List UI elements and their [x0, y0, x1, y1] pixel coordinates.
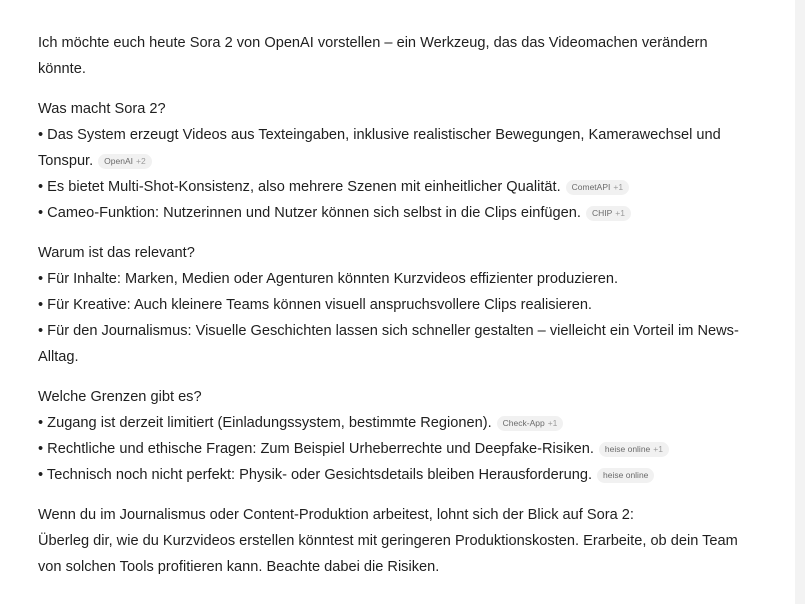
bullet-text: • Cameo-Funktion: Nutzerinnen und Nutzer können sich selbst in die Clips einfügen. — [38, 205, 581, 221]
chip-source: heise online — [603, 470, 649, 480]
bullet-item — [38, 122, 758, 174]
closing-paragraph — [38, 502, 758, 580]
section-heading: Welche Grenzen gibt es? — [38, 389, 202, 405]
source-chip-chip[interactable] — [586, 206, 631, 221]
section-heading: Was macht Sora 2? — [38, 101, 166, 117]
section-limits — [38, 384, 758, 488]
bullet-item — [38, 462, 758, 488]
chip-count: +1 — [615, 208, 625, 218]
bullet-text: • Es bietet Multi-Shot-Konsistenz, also mehrere Szenen mit einheitlicher Qualität. — [38, 179, 561, 195]
closing-line: Wenn du im Journalismus oder Content-Produktion arbeitest, lohnt sich der Blick auf Sora 2: — [38, 507, 634, 523]
bullet-item — [38, 436, 758, 462]
section-features — [38, 96, 758, 226]
bullet-text: • Zugang ist derzeit limitiert (Einladungssystem, bestimmte Regionen). — [38, 415, 492, 431]
source-chip-cometapi[interactable] — [566, 180, 629, 195]
chip-source: heise online — [604, 444, 651, 454]
bullet-text: • Technisch noch nicht perfekt: Physik- oder Gesichtsdetails bleiben Herausforderung. — [38, 467, 593, 483]
chip-count: +1 — [613, 182, 624, 192]
source-chip-heise-online[interactable] — [597, 468, 654, 483]
bullet-item — [38, 174, 758, 200]
bullet-item: • Für den Journalismus: Visuelle Geschichten lassen sich schneller gestalten – vielleicht ein Vorteil im News-Alltag. — [38, 323, 739, 365]
bullet-item: • Für Inhalte: Marken, Medien oder Agenturen könnten Kurzvideos effizienter produzieren. — [38, 271, 619, 287]
scrollbar-track[interactable] — [795, 0, 805, 604]
message-content — [38, 30, 758, 594]
bullet-item — [38, 410, 758, 436]
chip-source: OpenAI — [104, 156, 133, 166]
closing-line: Überleg dir, wie du Kurzvideos erstellen könntest mit geringeren Produktionskosten. Erarbeite, ob dein Team von solchen Tools profitieren kann. Beachte dabei die Risiken. — [38, 533, 738, 575]
intro-paragraph: Ich möchte euch heute Sora 2 von OpenAI vorstellen – ein Werkzeug, das das Videomachen verändern könnte. — [38, 35, 708, 77]
bullet-text: • Das System erzeugt Videos aus Texteingaben, inklusive realistischer Bewegungen, Kamerawechsel und Tonspur. — [38, 127, 721, 169]
chip-count: +1 — [547, 418, 558, 428]
source-chip-openai[interactable] — [98, 154, 152, 169]
bullet-item: • Für Kreative: Auch kleinere Teams können visuell anspruchsvollere Clips realisieren. — [38, 297, 592, 313]
bullet-item — [38, 200, 758, 226]
source-chip-check-app[interactable] — [497, 416, 564, 431]
bullet-text: • Rechtliche und ethische Fragen: Zum Beispiel Urheberrechte und Deepfake-Risiken. — [38, 441, 594, 457]
section-relevance — [38, 240, 758, 370]
chip-source: CHIP — [591, 208, 613, 218]
chip-source: Check-App — [502, 418, 545, 428]
chip-count: +2 — [136, 156, 146, 166]
chip-source: CometAPI — [571, 182, 611, 192]
section-heading: Warum ist das relevant? — [38, 245, 195, 261]
source-chip-heise-online[interactable] — [599, 442, 669, 457]
chip-count: +1 — [653, 444, 663, 454]
